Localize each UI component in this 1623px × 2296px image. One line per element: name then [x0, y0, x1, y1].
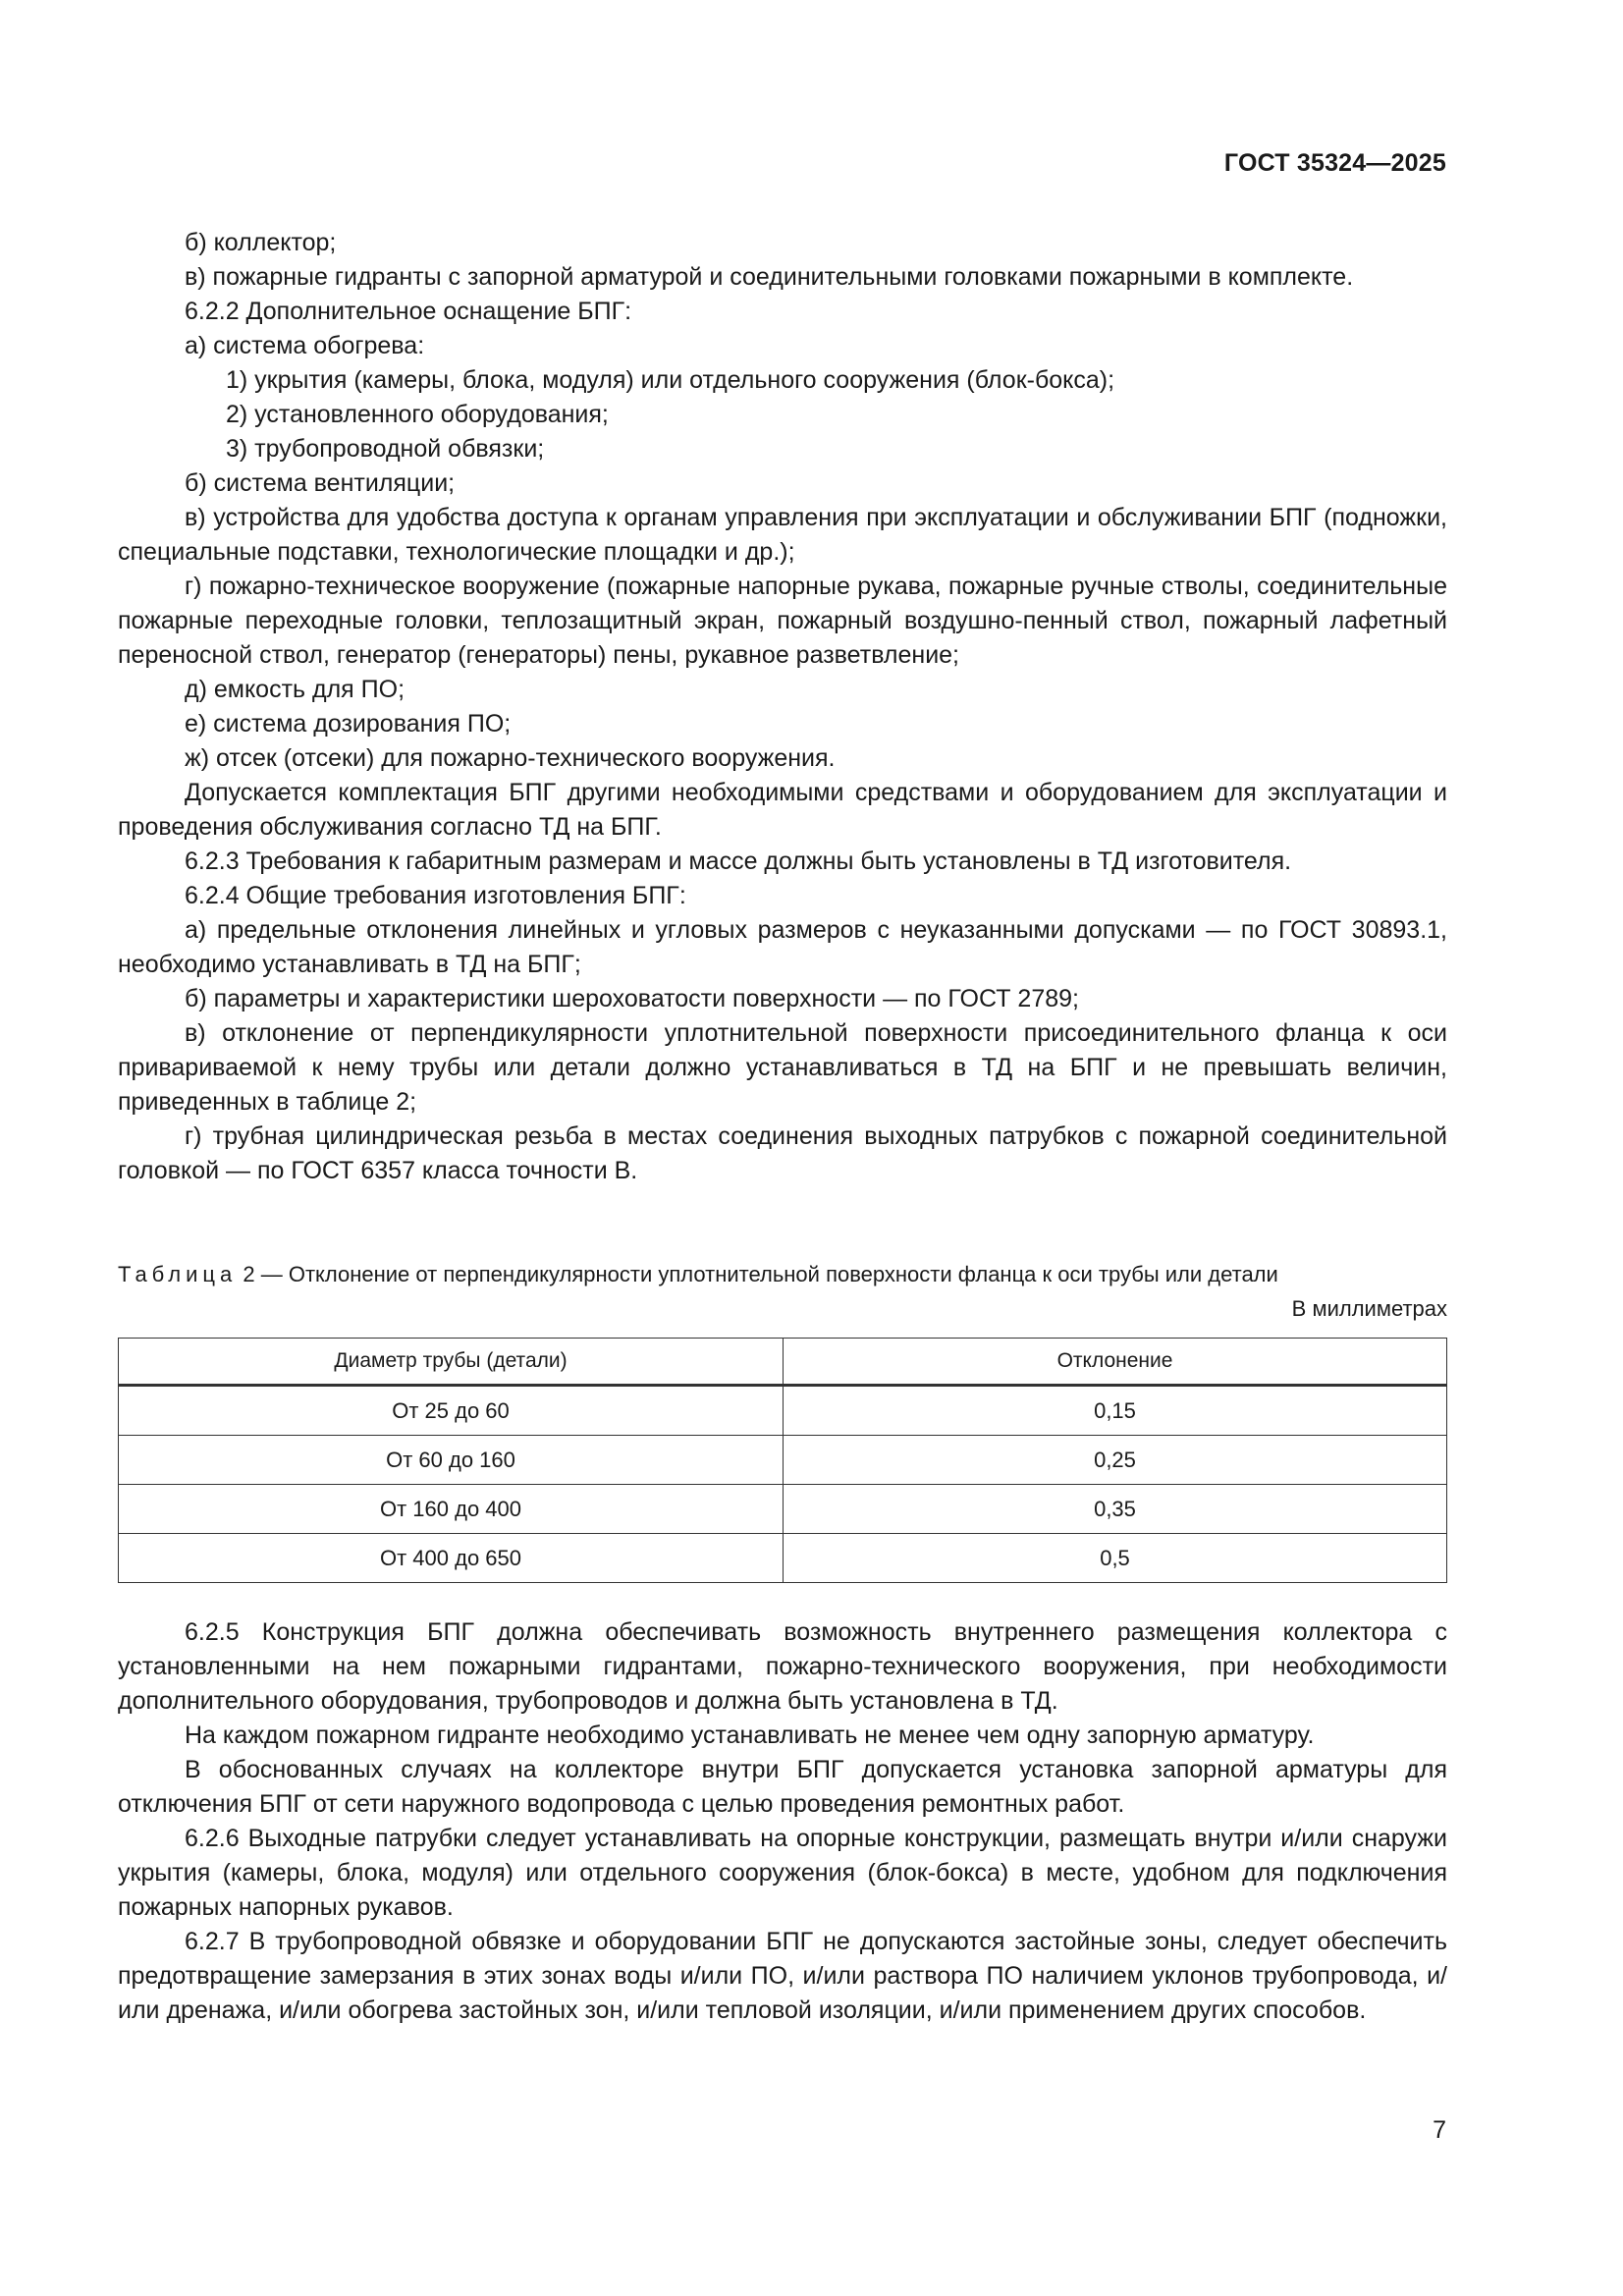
paragraph: 6.2.5 Конструкция БПГ должна обеспечивать возможность внутреннего размещения коллектора с установленными на нем пожарными гидрантами, пожарно-технического вооружения, при необходимости дополнительного оборудования, трубопроводов и должна быть установлена в ТД. [118, 1618, 1447, 1715]
paragraph: На каждом пожарном гидранте необходимо устанавливать не менее чем одну запорную арматуру. [185, 1722, 1315, 1749]
paragraph: б) параметры и характеристики шероховатости поверхности — по ГОСТ 2789; [185, 985, 1079, 1012]
page-header-doc-code: ГОСТ 35324—2025 [1223, 149, 1446, 177]
paragraph: в) устройства для удобства доступа к органам управления при эксплуатации и обслуживании БПГ (подножки, специальные подставки, технологические площадки и др.); [118, 504, 1447, 566]
paragraph: 6.2.4 Общие требования изготовления БПГ: [185, 882, 686, 909]
table-row [119, 1485, 1447, 1534]
paragraph: г) пожарно-техническое вооружение (пожарные напорные рукава, пожарные ручные стволы, соединительные пожарные переходные головки, теплозащитный экран, пожарный воздушно-пенный ствол, пожарный лафетный переносной ствол, генератор (генераторы) пены, рукавное разветвление; [118, 573, 1447, 669]
table-caption-label: Таблица [118, 1262, 238, 1286]
paragraph: 6.2.7 В трубопроводной обвязке и оборудовании БПГ не допускаются застойные зоны, следует обеспечить предотвращение замерзания в этих зонах воды и/или ПО, и/или раствора ПО наличием уклонов трубопровода, и/или дренажа, и/или обогрева застойных зон, и/или тепловой изоляции, и/или применением других способов. [118, 1928, 1447, 2024]
paragraph: 6.2.6 Выходные патрубки следует устанавливать на опорные конструкции, размещать внутри и/или снаружи укрытия (камеры, блока, модуля) или отдельного сооружения (блок-бокса) в месте, удобном для подключения пожарных напорных рукавов. [118, 1825, 1447, 1921]
paragraph: ж) отсек (отсеки) для пожарно-технического вооружения. [185, 744, 836, 772]
table-header-deviation: Отклонение [784, 1339, 1447, 1386]
paragraph: 1) укрытия (камеры, блока, модуля) или отдельного сооружения (блок-бокса); [226, 366, 1115, 394]
paragraph: 2) установленного оборудования; [226, 401, 609, 428]
paragraph: В обоснованных случаях на коллекторе внутри БПГ допускается установка запорной арматуры для отключения БПГ от сети наружного водопровода с целью проведения ремонтных работ. [118, 1756, 1447, 1818]
table-row [119, 1436, 1447, 1485]
body-text-top [118, 226, 1447, 1188]
table-cell-deviation: 0,5 [784, 1534, 1447, 1583]
paragraph: 6.2.3 Требования к габаритным размерам и массе должны быть установлены в ТД изготовителя. [185, 847, 1292, 875]
table-header-row [119, 1339, 1447, 1386]
paragraph: 6.2.2 Дополнительное оснащение БПГ: [185, 298, 632, 325]
paragraph: в) пожарные гидранты с запорной арматурой и соединительными головками пожарными в комплекте. [185, 263, 1354, 291]
table-caption-text: 2 — Отклонение от перпендикулярности уплотнительной поверхности фланца к оси трубы или детали [243, 1262, 1278, 1286]
table-units: В миллиметрах [1291, 1296, 1447, 1321]
paragraph: в) отклонение от перпендикулярности уплотнительной поверхности присоединительного фланца к оси привариваемой к нему трубы или детали должно устанавливаться в ТД на БПГ и не превышать величин, приведенных в таблице 2; [118, 1019, 1447, 1116]
body-text-bottom [118, 1615, 1447, 2028]
paragraph: е) система дозирования ПО; [185, 710, 512, 738]
paragraph: д) емкость для ПО; [185, 676, 406, 703]
table-cell-diameter: От 60 до 160 [119, 1436, 784, 1485]
paragraph: б) система вентиляции; [185, 469, 456, 497]
paragraph: а) система обогрева: [185, 332, 425, 359]
page-number: 7 [1433, 2116, 1446, 2144]
table-cell-deviation: 0,15 [784, 1386, 1447, 1436]
table-cell-deviation: 0,25 [784, 1436, 1447, 1485]
table-header-diameter: Диаметр трубы (детали) [119, 1339, 784, 1386]
paragraph: 3) трубопроводной обвязки; [226, 435, 545, 463]
paragraph: а) предельные отклонения линейных и угловых размеров с неуказанными допусками — по ГОСТ 30893.1, необходимо устанавливать в ТД на БПГ; [118, 916, 1447, 978]
table-caption [118, 1259, 1447, 1290]
paragraph: Допускается комплектация БПГ другими необходимыми средствами и оборудованием для эксплуатации и проведения обслуживания согласно ТД на БПГ. [118, 779, 1447, 841]
paragraph: г) трубная цилиндрическая резьба в местах соединения выходных патрубков с пожарной соединительной головкой — по ГОСТ 6357 класса точности В. [118, 1122, 1447, 1184]
paragraph: б) коллектор; [185, 229, 337, 256]
table-cell-diameter: От 25 до 60 [119, 1386, 784, 1436]
table-row [119, 1386, 1447, 1436]
table-cell-diameter: От 400 до 650 [119, 1534, 784, 1583]
table-cell-deviation: 0,35 [784, 1485, 1447, 1534]
table-row [119, 1534, 1447, 1583]
deviation-table [118, 1338, 1447, 1583]
table-cell-diameter: От 160 до 400 [119, 1485, 784, 1534]
